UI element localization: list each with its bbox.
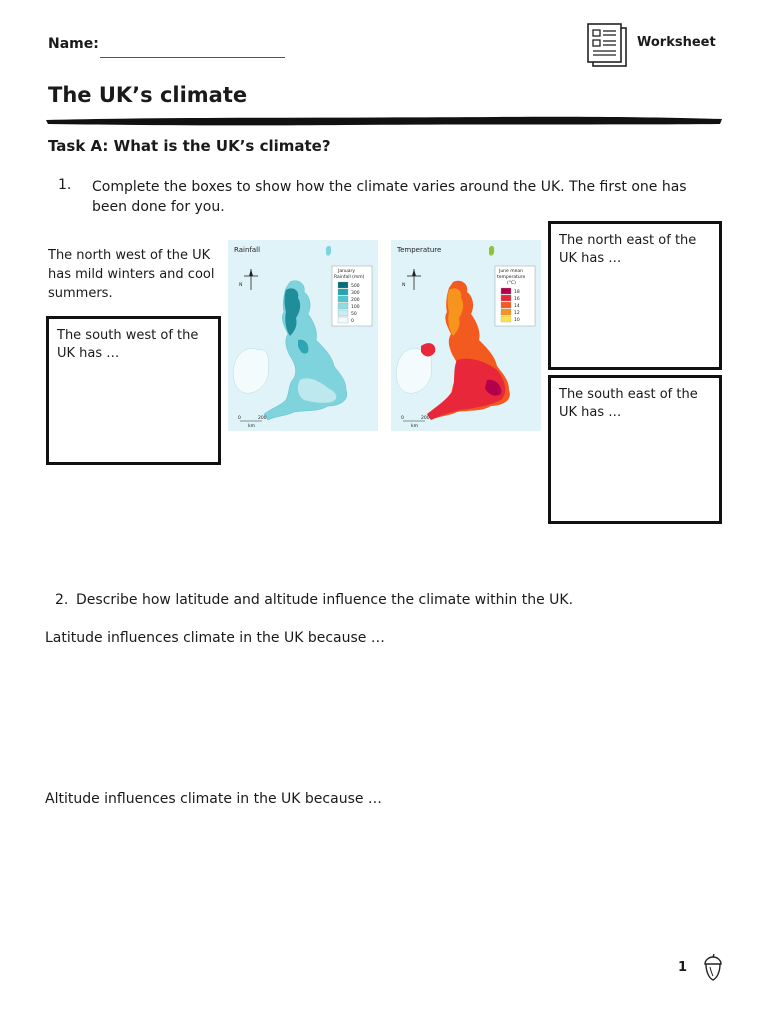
temperature-legend-unit: (°C) (507, 281, 516, 286)
rainfall-map-title: Rainfall (234, 246, 261, 254)
question-1-number: 1. (58, 177, 72, 193)
temperature-map (391, 240, 541, 431)
rainfall-legend-swatch (338, 289, 348, 295)
rainfall-legend-swatch (338, 282, 348, 288)
south-east-prompt: The south east of the UK has … (559, 387, 698, 420)
title-underline-divider (46, 114, 722, 128)
south-east-answer-box[interactable] (548, 375, 722, 524)
temperature-legend-swatch (501, 302, 511, 308)
temperature-scale-min: 0 (401, 416, 404, 421)
question-1-text: Complete the boxes to show how the climate varies around the UK. The first one has been done for you. (92, 179, 687, 215)
page-title: The UK’s climate (48, 83, 248, 107)
temperature-legend-label: 16 (514, 297, 520, 302)
temperature-legend-label: 12 (514, 311, 520, 316)
name-input-line[interactable] (100, 57, 285, 58)
compass-north-label: N (402, 283, 406, 288)
rainfall-legend-swatch (338, 310, 348, 316)
rainfall-legend-subtitle: Rainfall (mm) (334, 275, 365, 280)
temperature-legend-label: 14 (514, 304, 520, 309)
rainfall-legend-label: 100 (351, 305, 360, 310)
latitude-prompt: Latitude influences climate in the UK because … (45, 630, 385, 646)
worksheet-label: Worksheet (637, 35, 716, 50)
temperature-legend-swatch (501, 288, 511, 294)
south-west-prompt: The south west of the UK has … (57, 328, 199, 361)
south-west-answer-box[interactable] (46, 316, 221, 465)
rainfall-map (228, 240, 378, 431)
temperature-legend-swatch (501, 309, 511, 315)
temperature-legend-title: June mean (499, 269, 523, 274)
temperature-map-title: Temperature (397, 246, 442, 254)
rainfall-legend-swatch (338, 303, 348, 309)
rainfall-legend-swatch (338, 317, 348, 323)
temperature-scale-unit: km (411, 424, 418, 429)
name-label: Name: (48, 36, 99, 52)
question-2-number: 2. (55, 592, 69, 608)
rainfall-legend-swatch (338, 296, 348, 302)
temperature-legend-label: 10 (514, 318, 520, 323)
rainfall-legend-label: 300 (351, 291, 360, 296)
task-a-heading: Task A: What is the UK’s climate? (48, 137, 331, 155)
altitude-prompt: Altitude influences climate in the UK because … (45, 791, 382, 807)
rainfall-legend-label: 50 (351, 312, 357, 317)
page-number: 1 (678, 960, 688, 975)
rainfall-legend-label: 500 (351, 284, 360, 289)
temperature-legend-swatch (501, 295, 511, 301)
rainfall-scale-max: 200 (258, 416, 267, 421)
temperature-legend-subtitle: temperature (497, 275, 526, 280)
temperature-scale-max: 200 (421, 416, 430, 421)
worksheet-icon (586, 23, 628, 67)
north-east-answer-box[interactable] (548, 221, 722, 370)
temperature-legend-swatch (501, 316, 511, 322)
north-east-prompt: The north east of the UK has … (559, 233, 697, 266)
north-west-example: The north west of the UK has mild winters and cool summers. (48, 248, 215, 301)
temperature-legend-label: 18 (514, 290, 520, 295)
compass-north-label: N (239, 283, 243, 288)
rainfall-legend-title: January (338, 269, 356, 274)
rainfall-scale-min: 0 (238, 416, 241, 421)
question-2-text: Describe how latitude and altitude influence the climate within the UK. (76, 592, 574, 608)
acorn-icon (701, 954, 725, 982)
rainfall-legend-label: 0 (351, 319, 354, 324)
rainfall-legend-label: 200 (351, 298, 360, 303)
rainfall-scale-unit: km (248, 424, 255, 429)
